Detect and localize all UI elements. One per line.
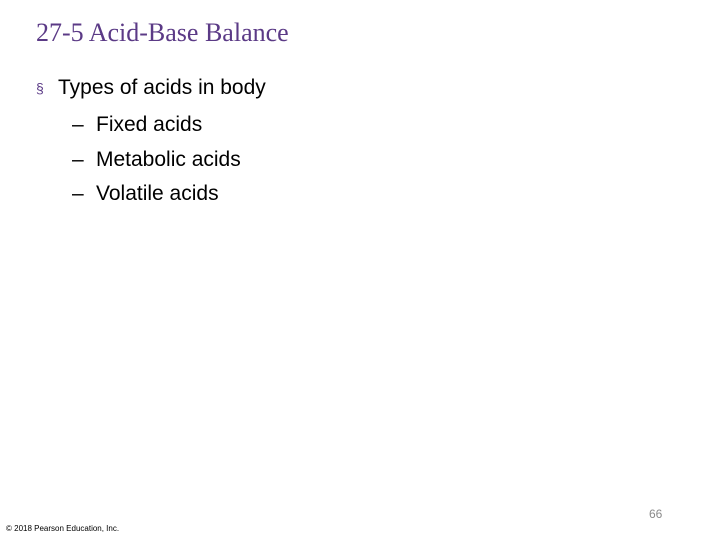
bullet-list (36, 74, 266, 212)
dash-marker-icon: – (72, 182, 84, 206)
dash-marker-icon: – (72, 147, 84, 171)
bullet-item (36, 74, 266, 102)
bullet-marker-icon: § (36, 80, 44, 96)
sub-bullet-list (36, 108, 266, 212)
page-number: 66 (649, 507, 663, 521)
sub-bullet-text: Volatile acids (96, 182, 219, 206)
copyright-notice: © 2018 Pearson Education, Inc. (6, 524, 120, 533)
sub-bullet-text: Fixed acids (96, 113, 203, 137)
bullet-text: Types of acids in body (58, 76, 266, 99)
slide-title: 27-5 Acid-Base Balance (36, 18, 289, 47)
sub-bullet-item (36, 143, 266, 178)
sub-bullet-text: Metabolic acids (96, 147, 241, 171)
dash-marker-icon: – (72, 113, 84, 137)
sub-bullet-item (36, 108, 266, 143)
sub-bullet-item (36, 177, 266, 212)
